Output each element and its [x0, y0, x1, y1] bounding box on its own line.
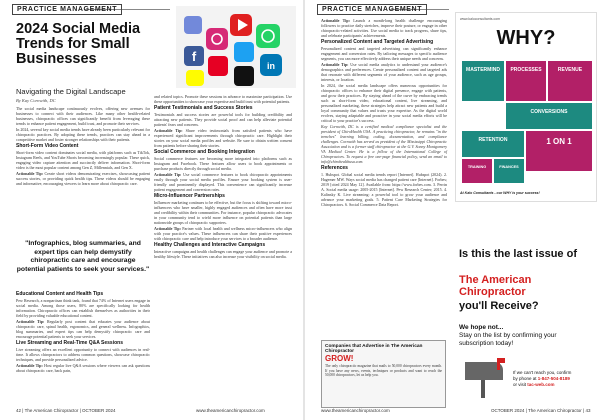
- heading-short-form-video: Short-Form Video Content: [16, 143, 79, 149]
- advertise-box-text: The only chiropractic magazine that mails to 50,000 chiropractors every month. If you have any news, events, techniques or products and want to reach the 50,000 chiropractors, let us help you.: [325, 364, 442, 377]
- section-label: PRACTICE MANAGEMENT: [317, 4, 427, 15]
- tile-revenue: REVENUE: [548, 61, 592, 101]
- phone-line2: by phone at: [513, 376, 537, 381]
- short-form-video-text: Short-form video content dominates social media, with platforms such as TikTok, Instagram Reels, and YouTube Shorts becoming increasingly popular. These quick, engaging video capture attention and succinctly deliver information. Short-form video is the most popular content among Gen Z, Millennials, and Gen X.: [16, 150, 150, 170]
- left-page: [0, 0, 303, 420]
- tile-retention: RETENTION: [462, 131, 524, 157]
- tip-label: Actionable Tip:: [154, 172, 182, 177]
- tip-text: Launch a month-long health challenge encouraging followers to practice daily stretches, improve their posture, or engage in other chiropractic-related activities. Use social media to track progress, share tips, and celebrate participants' achievements.: [321, 18, 447, 38]
- tip-label: Actionable Tip:: [321, 62, 349, 67]
- phone-line3: or visit: [513, 382, 527, 387]
- tip-text: Use social commerce features to book chiropractic appointments easily through your social media profiles. Ensure your booking system is user-friendly and prominently displayed. This convenience can significantly increase patient engagement and conversion rates.: [154, 172, 292, 192]
- educational-tip: [16, 319, 150, 339]
- left-column-2: [154, 94, 292, 260]
- health-challenges-text: Interactive campaigns and health challenges can engage your audience and promote a healthy lifestyle. These initiatives can also increase your visibility on social media.: [154, 249, 292, 259]
- tip-text: Create short videos demonstrating exercises, showcasing patient success stories, or providing quick health tips. These videos should be engaging and informative, encouraging viewers to learn more about chiropractic care.: [16, 171, 150, 186]
- author-bio: Kay Cornwith, DC is a certified medical compliance specialist and the president of ChiroHealth USA. A practicing chiropractor, he remains "in the trenches" learning billing, coding, documentation, and compliance challenges. Cornwith has served as president of the Mississippi Chiropractic Association and is a former staff chiropractor at the G.V. Sonny Montgomery VA Medical Center. He is a fellow of the International College of Chiropractors. To request a free one-page financial policy, send an email to info@chirohealthusa.com.: [321, 124, 447, 164]
- live-streaming-text: Live streaming offers an excellent opportunity to connect with audiences in real-time. It allows chiropractors to address common questions, showcase chiropractic techniques, and provide personalized advice.: [16, 347, 150, 362]
- right-column-1: [321, 18, 447, 208]
- web-link[interactable]: tac-web.com: [527, 382, 555, 387]
- advertise-box[interactable]: [321, 340, 446, 408]
- tip-text: Regularly post content that educates your audience about chiropractic care, spinal health, ergonomics, and general wellness. Infographics, blog summaries, and expert tips can help demystify chiropractic care and encourage potential patients to seek your services.: [16, 319, 151, 339]
- social-commerce-tip: [154, 172, 292, 192]
- last-issue-line1: Is this the last issue of: [459, 248, 577, 260]
- conclusion-text: In 2024, the social media landscape offers numerous opportunities for chiropractic offices to enhance their digital presence, engage with patients, and grow their practices. By staying ahead of the curve by embracing trends such as short-form video, educational content, live streaming, and personalized marketing, these strategies help attract new patients and build a loyal community that values and trusts your expertise. As the digital world evolves, staying adaptable and proactive in your social media efforts will be critical to your practice's success.: [321, 83, 447, 123]
- tip-text: Host regular live Q&A sessions where viewers can ask questions about chiropractic care, back pain,: [16, 363, 151, 373]
- testimonials-text: Testimonials and success stories are powerful tools for building credibility and attracting new patients. They provide social proof and can help alleviate potential patients' fears and concerns.: [154, 112, 292, 127]
- heading-testimonials: Patient Testimonials and Success Stories: [154, 105, 253, 111]
- lead-paragraph: The social media landscape continuously evolves, offering new avenues for businesses to connect with their audiences. Like many other health-related businesses, chiropractic offices can significantly benefit from leveraging these trends to enhance patient engagement, build trust, and promote their services.: [16, 106, 150, 126]
- health-challenge-tip: [321, 18, 447, 38]
- subscription-ad[interactable]: [455, 210, 597, 406]
- tip-text: Use social media analytics to understand your audience's demographics and preferences. Create personalized content and targeted ads that resonate with different segments of your audience, such as age groups, interests, or location.: [321, 62, 448, 82]
- tip-text: Share video testimonials from satisfied patients who have experienced significant improvements through chiropractic care. Highlight their stories on your social media profiles and website. Be sure to obtain written consent from patients before sharing their stories.: [154, 128, 293, 148]
- right-page: [305, 0, 608, 420]
- svg-text:f: f: [191, 49, 197, 64]
- tip-label: Actionable Tip:: [16, 319, 45, 324]
- ad-headline: WHY?: [496, 27, 556, 49]
- ad-url[interactable]: www.kaloconsultants.com: [460, 17, 501, 21]
- heading-personalized-content: Personalized Content and Targeted Advertising: [321, 39, 434, 45]
- short-form-video-tip: [16, 171, 150, 186]
- left-footer-url[interactable]: www.theamericanchiropractor.com: [196, 408, 265, 413]
- references-heading: References: [321, 165, 348, 171]
- tile-conversions: CONVERSIONS: [506, 103, 592, 129]
- social-commerce-text: Social commerce features are becoming more integrated into platforms such as Instagram and Facebook. These features allow users to book appointments or purchase products directly through social media.: [154, 156, 292, 171]
- tip-label: Actionable Tip:: [16, 363, 43, 368]
- hope-text: [459, 324, 589, 348]
- heading-micro-influencer: Micro-Influencer Partnerships: [154, 193, 225, 199]
- tile-mastermind: MASTERMIND: [462, 61, 504, 101]
- left-column-1-lower: [16, 290, 150, 374]
- right-footer: OCTOBER 2024 | The American Chiropractor | 43: [491, 408, 591, 413]
- tip-label: Actionable Tip:: [154, 226, 181, 231]
- phone-block: [513, 370, 597, 388]
- hope-body: Stay on the list by confirming your subscription today!: [459, 332, 557, 347]
- micro-influencer-tip: [154, 226, 292, 241]
- personalized-tip: [321, 62, 447, 82]
- tile-finances: FINANCES: [494, 159, 524, 183]
- kalo-consultants-ad[interactable]: [455, 12, 597, 202]
- heading-health-challenges: Healthy Challenges and Interactive Campaigns: [154, 242, 266, 248]
- section-label: PRACTICE MANAGEMENT: [12, 4, 122, 15]
- advertise-box-title: Companies that Advertise in The American Chiropractor: [325, 344, 423, 354]
- advertise-box-grow: GROW!: [325, 354, 354, 363]
- tile-1-on-1: 1 ON 1: [526, 131, 592, 171]
- live-streaming-tip: [16, 363, 150, 373]
- testimonials-tip: [154, 128, 292, 148]
- last-issue-line3: you'll Receive?: [459, 300, 539, 312]
- last-issue-line2: The American Chiropractor: [459, 274, 532, 298]
- left-footer: 42 | The American Chiropractor | OCTOBER 2024: [16, 408, 116, 413]
- personalized-content-text: Personalized content and targeted advertising can significantly enhance engagement and conversion rates. By tailoring messages to specific audience segments, you can more effectively address their unique needs and concerns.: [321, 46, 447, 61]
- tile-training: TRAINING: [462, 159, 492, 183]
- mailbox-icon: [461, 356, 507, 398]
- tip-text: Partner with local health and wellness micro-influencers who align with your practice's values. These influencers can share their positive experiences with chiropractic care and help introduce your services to a broader audience.: [154, 226, 292, 241]
- svg-text:in: in: [267, 61, 275, 71]
- byline: By Kay Cornwith, DC: [16, 98, 56, 103]
- micro-influencer-text: Influencer marketing continues to be effective, but the focus is shifting toward micro-influencers who have smaller, highly engaged audiences and often have more trust and credibility within their communities. For instance, popular chiropractic advocates in your community tend to wield more influence on potential patients than large nationwide groups of chiropractic supporters.: [154, 200, 292, 225]
- tile-processes: PROCESSES: [506, 61, 546, 101]
- educational-content-text: Pew Research, a nonpartisan think tank, found that 74% of Internet users engage in social media. Among those users, 80% are specifically looking for health information. Chiropractic offices can establish themselves as authorities in their field by providing valuable educational content.: [16, 298, 150, 318]
- live-streaming-continued: and related topics. Promote these sessions in advance to maximize participation. Use these opportunities to showcase your expertise and build trust with potential patients.: [154, 94, 292, 104]
- heading-educational-content: Educational Content and Health Tips: [16, 291, 104, 297]
- references-text: 1. Hubspot. Global social media trends report [Internet]. Hubspot (2024). 2. Hagemer MW. Ways social media has changed patient care [Internet]. Forbes; 2019 [cited 2024 May 12]. Available from: https://www.forbes.com. 3. Perrin A. Social media usage: 2005-2015 [Internet]. Pew Research Center; 2015. 4. Kalinsky K. Live streaming: a powerful tool to grow your audience and advance your marketing goals. 5. Patient Care Marketing Strategies for Chiropractors. 6. Social Commerce Data Report.: [321, 172, 447, 207]
- ad-tagline: At Kalo Consultants - our WHY is your success!: [460, 191, 540, 195]
- pull-quote: "Infographics, blog summaries, and expert tips can help demystify chiropractic care and encourage potential patients to seek your services.": [16, 240, 150, 273]
- heading-live-streaming: Live Streaming and Real-Time Q&A Sessions: [16, 340, 123, 346]
- heading-social-commerce: Social Commerce and Booking Integration: [154, 149, 255, 155]
- tip-label: Actionable Tip:: [16, 171, 44, 176]
- phone-number[interactable]: 1-847-504-8189: [537, 376, 570, 381]
- social-media-icons-image: [176, 6, 296, 88]
- article-subtitle: Navigating the Digital Landscape: [16, 87, 126, 96]
- tip-label: Actionable Tip:: [154, 128, 183, 133]
- tip-label: Actionable Tip:: [321, 18, 350, 23]
- article-title: 2024 Social Media Trends for Small Businesses: [16, 21, 141, 67]
- intro-paragraph: In 2024, several key social media trends have already been particularly relevant for chiropractic practices. By adopting these trends, practices can stay ahead in a competitive market and foster stronger relationships with their patients.: [16, 127, 150, 142]
- right-footer-url[interactable]: www.theamericanchiropractor.com: [321, 408, 390, 413]
- phone-line1: If we can't reach you, confirm: [513, 370, 572, 375]
- hope-bold: We hope not...: [459, 324, 504, 331]
- left-column-1: [16, 106, 150, 187]
